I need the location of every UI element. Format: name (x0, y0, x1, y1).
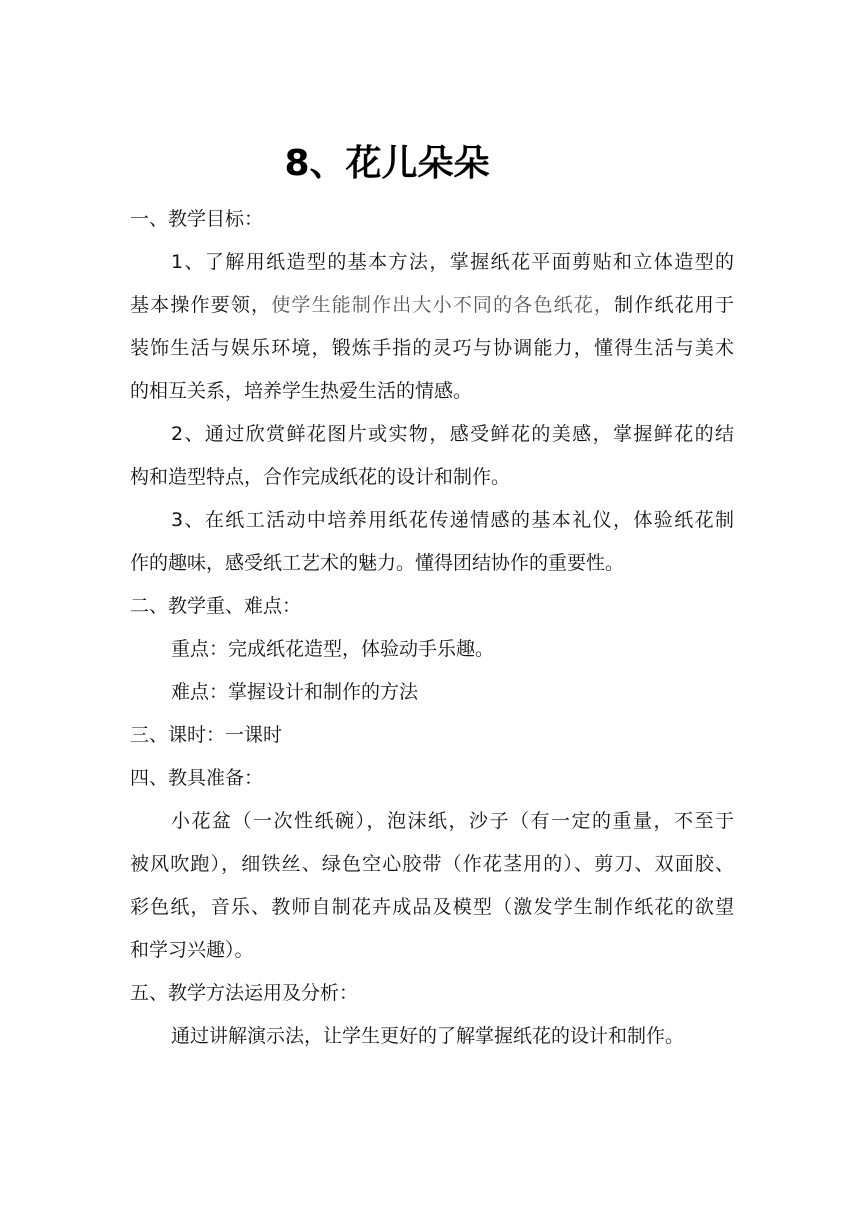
objective-1-line-1: 1、了解用纸造型的基本方法，掌握纸花平面剪贴和立体造型的 (171, 251, 734, 273)
methods-heading: 五、教学方法运用及分析： (130, 982, 359, 1004)
objectives-heading: 一、教学目标： (130, 208, 264, 230)
materials-line-2: 被风吹跑），细铁丝、绿色空心胶带（作花茎用的）、剪刀、双面胶、 (130, 853, 734, 875)
objective-1-line-4: 的相互关系，培养学生热爱生活的情感。 (130, 380, 473, 402)
objective-3-line-1: 3、在纸工活动中培养用纸花传递情感的基本礼仪，体验纸花制 (171, 509, 734, 531)
document-title: 8、花儿朵朵 (284, 143, 490, 184)
materials-line-3: 彩色纸，音乐、教师自制花卉成品及模型（激发学生制作纸花的欲望 (130, 896, 734, 918)
methods-line-1: 通过讲解演示法，让学生更好的了解掌握纸花的设计和制作。 (171, 1025, 685, 1047)
objective-1-line-2-part-c: 制作纸花用于 (614, 294, 734, 316)
difficulty-text: 难点：掌握设计和制作的方法 (171, 681, 419, 703)
key-points-heading: 二、教学重、难点： (130, 595, 302, 617)
key-point-text: 重点：完成纸花造型，体验动手乐趣。 (171, 638, 495, 660)
objective-3-line-2: 作的趣味，感受纸工艺术的魅力。懂得团结协作的重要性。 (130, 552, 625, 574)
objective-2-line-1: 2、通过欣赏鲜花图片或实物，感受鲜花的美感，掌握鲜花的结 (171, 423, 734, 445)
document-body (130, 198, 734, 1058)
materials-heading: 四、教具准备： (130, 767, 264, 789)
objective-1-line-2-highlight: 使学生能制作出大小不同的各色纸花， (271, 294, 615, 316)
objective-1-line-2 (130, 284, 734, 327)
objective-2-line-2: 构和造型特点，合作完成纸花的设计和制作。 (130, 466, 511, 488)
materials-line-4: 和学习兴趣）。 (130, 939, 254, 961)
class-hours-text: 三、课时：一课时 (130, 724, 283, 746)
materials-line-1: 小花盆（一次性纸碗），泡沫纸，沙子（有一定的重量，不至于 (171, 810, 734, 832)
objective-1-line-3: 装饰生活与娱乐环境，锻炼手指的灵巧与协调能力，懂得生活与美术 (130, 337, 734, 359)
objective-1-line-2-part-a: 基本操作要领， (130, 294, 272, 316)
